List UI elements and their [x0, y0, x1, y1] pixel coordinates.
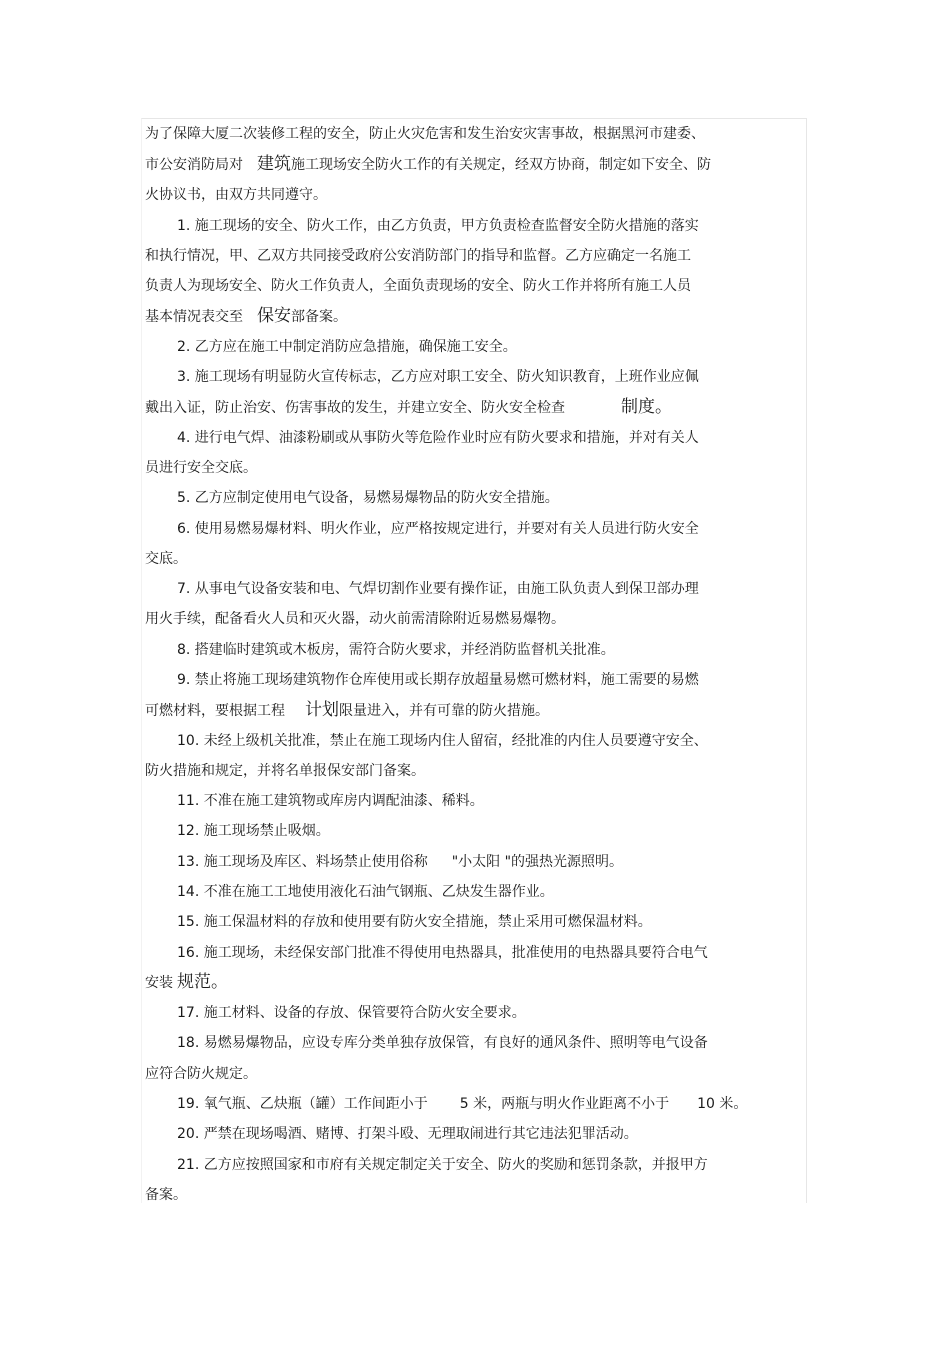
clause-10: 10. 未经上级机关批准，禁止在施工现场内住人留宿，经批准的内住人员要遵守安全、: [177, 733, 708, 749]
clause-21: 21. 乙方应按照国家和市府有关规定制定关于安全、防火的奖励和惩罚条款，并报甲方: [177, 1157, 708, 1173]
clause-13: 13. 施工现场及库区、料场禁止使用俗称 "小太阳 "的强热光源照明。: [177, 854, 624, 870]
clause-9-cont: 可燃材料，要根据工程 计划限量进入，并有可靠的防火措施。: [145, 700, 549, 720]
intro-line: 市公安消防局对 建筑施工现场安全防火工作的有关规定，经双方协商，制定如下安全、防: [145, 154, 711, 174]
clause-7: 7. 从事电气设备安装和电、气焊切割作业要有操作证，由施工队负责人到保卫部办理: [177, 581, 699, 597]
clause-1-cont: 和执行情况，甲、乙双方共同接受政府公安消防部门的指导和监督。乙方应确定一名施工: [145, 248, 691, 264]
clause-19: 19. 氧气瓶、乙炔瓶（罐）工作间距小于 5 米，两瓶与明火作业距离不小于 10 米。: [177, 1096, 748, 1112]
clause-6: 6. 使用易燃易爆材料、明火作业，应严格按规定进行，并要对有关人员进行防火安全: [177, 521, 699, 537]
clause-11: 11. 不准在施工建筑物或库房内调配油漆、稀料。: [177, 793, 484, 809]
clause-10-cont: 防火措施和规定，并将名单报保安部门备案。: [145, 763, 425, 779]
clause-1-cont: 基本情况表交至 保安部备案。: [145, 306, 347, 326]
clause-3: 3. 施工现场有明显防火宣传标志，乙方应对职工安全、防火知识教育，上班作业应佩: [177, 369, 699, 385]
clause-16-cont: 安装 规范。: [145, 972, 228, 992]
clause-18-cont: 应符合防火规定。: [145, 1066, 257, 1082]
clause-14: 14. 不准在施工工地使用液化石油气钢瓶、乙炔发生器作业。: [177, 884, 554, 900]
intro-line: 火协议书，由双方共同遵守。: [145, 187, 327, 203]
clause-1: 1. 施工现场的安全、防火工作，由乙方负责，甲方负责检查监督安全防火措施的落实: [177, 218, 699, 234]
clause-20: 20. 严禁在现场喝酒、赌博、打架斗殴、无理取闹进行其它违法犯罪活动。: [177, 1126, 638, 1142]
clause-16: 16. 施工现场，未经保安部门批准不得使用电热器具，批准使用的电热器具要符合电气: [177, 945, 708, 961]
clause-3-cont: 戴出入证，防止治安、伤害事故的发生，并建立安全、防火安全检查 制度。: [145, 397, 672, 417]
clause-8: 8. 搭建临时建筑或木板房，需符合防火要求，并经消防监督机关批准。: [177, 642, 615, 658]
clause-1-cont: 负责人为现场安全、防火工作负责人，全面负责现场的安全、防火工作并将所有施工人员: [145, 278, 691, 294]
clause-4: 4. 进行电气焊、油漆粉刷或从事防火等危险作业时应有防火要求和措施，并对有关人: [177, 430, 699, 446]
clause-15: 15. 施工保温材料的存放和使用要有防火安全措施，禁止采用可燃保温材料。: [177, 914, 652, 930]
clause-4-cont: 员进行安全交底。: [145, 460, 257, 476]
clause-17: 17. 施工材料、设备的存放、保管要符合防火安全要求。: [177, 1005, 526, 1021]
clause-5: 5. 乙方应制定使用电气设备，易燃易爆物品的防火安全措施。: [177, 490, 559, 506]
clause-21-cont: 备案。: [145, 1187, 187, 1203]
clause-12: 12. 施工现场禁止吸烟。: [177, 823, 330, 839]
clause-7-cont: 用火手续，配备看火人员和灭火器，动火前需清除附近易燃易爆物。: [145, 611, 565, 627]
clause-2: 2. 乙方应在施工中制定消防应急措施，确保施工安全。: [177, 339, 517, 355]
intro-line: 为了保障大厦二次装修工程的安全，防止火灾危害和发生治安灾害事故，根据黑河市建委、: [145, 126, 705, 142]
clause-6-cont: 交底。: [145, 551, 187, 567]
clause-9: 9. 禁止将施工现场建筑物作仓库使用或长期存放超量易燃可燃材料，施工需要的易燃: [177, 672, 699, 688]
clause-18: 18. 易燃易爆物品，应设专库分类单独存放保管，有良好的通风条件、照明等电气设备: [177, 1035, 708, 1051]
